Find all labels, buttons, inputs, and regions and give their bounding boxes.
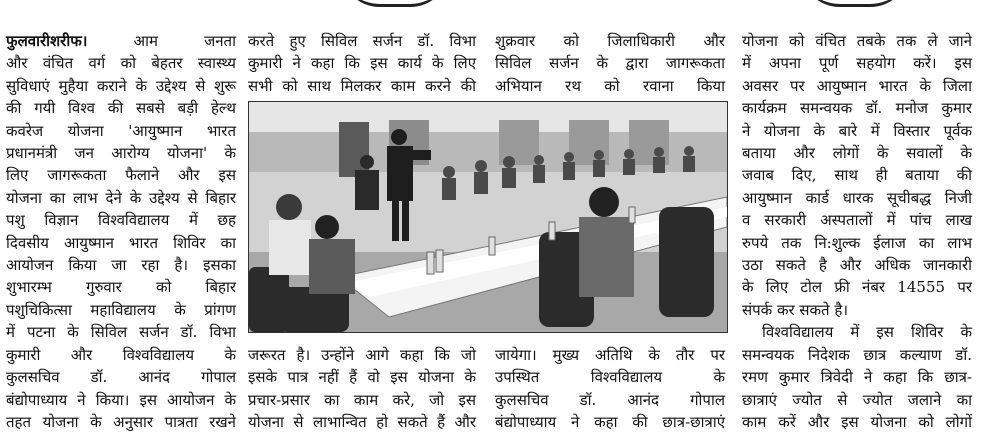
text-line: तहत योजना के अनुसार पात्रता रखने bbox=[6, 412, 236, 431]
text-line: सुविधाएं मुहैया कराने के उद्देश्य से शुरू bbox=[6, 76, 236, 95]
text-line: शुभारम्भ गुरुवार को बिहार bbox=[6, 278, 236, 297]
text-line: योजना का लाभ देने के उद्देश्य से बिहार bbox=[6, 188, 236, 207]
text-line: कुमारी ने कहा कि इस कार्य के लिए bbox=[248, 54, 476, 73]
text-line: बताया और लोगों के सवालों के bbox=[742, 144, 972, 163]
text-line: समन्वयक निदेशक छात्र कल्याण डॉ. bbox=[742, 345, 972, 364]
text-line: कुमारी और विश्वविद्यालय के bbox=[6, 345, 236, 364]
text-line: संपर्क कर सकते है। bbox=[742, 300, 848, 319]
meeting-photo bbox=[248, 101, 728, 333]
text-line: अभियान रथ को रवाना किया bbox=[495, 76, 725, 95]
text-line: रुपये तक नि:शुल्क ईलाज का लाभ bbox=[742, 233, 972, 252]
text-line: कुलसचिव डॉ. आनंद गोपाल bbox=[495, 390, 725, 409]
text-line: जरूरत है। उन्होंने आगे कहा कि जो bbox=[248, 346, 476, 364]
text-line: कुलसचिव डॉ. आनंद गोपाल bbox=[6, 368, 236, 387]
text-line: शुक्रवार को जिलाधिकारी और bbox=[495, 32, 725, 50]
text-line: आयोजन किया जा रहा है। इसका bbox=[6, 256, 236, 275]
text-line: ने योजना के बारे में विस्तार पूर्वक bbox=[742, 121, 972, 140]
text-line: जायेगा। मुख्य अतिथि के तौर पर bbox=[495, 346, 725, 364]
text-line: की गयी विश्व की सबसे बड़ी हेल्थ bbox=[6, 99, 236, 118]
text-line: पशुचिकित्सा महाविद्यालय के प्रांगण bbox=[6, 300, 236, 319]
text-line: इसके पात्र नहीं हैं वो इस योजना के bbox=[248, 368, 476, 387]
text-line: उपस्थित विश्वविद्यालय के bbox=[495, 368, 725, 387]
text-line: काम करें और इस योजना को लोगों bbox=[742, 412, 972, 431]
text-line: में पटना के सिविल सर्जन डॉ. विभा bbox=[6, 323, 236, 342]
article-column-4 bbox=[742, 30, 972, 433]
text-line: में अपना पूर्ण सहयोग करें। इस bbox=[742, 54, 972, 73]
article-column-2-bottom bbox=[248, 344, 476, 434]
article-column-2-top bbox=[248, 30, 476, 97]
text-line: बंद्योपाध्याय ने किया। इस आयोजन के bbox=[6, 390, 236, 409]
text-line: जवाब दिए, साथ ही बताया की bbox=[742, 166, 972, 185]
text-line: उठा सकते है और अधिक जानकारी bbox=[742, 256, 972, 275]
text-line: और वंचित वर्ग को बेहतर स्वास्थ्य bbox=[6, 54, 236, 73]
text-line: लिए जागरूकता फैलाने और इस bbox=[6, 166, 236, 185]
text-line: कवरेज योजना 'आयुष्मान भारत bbox=[6, 121, 236, 140]
text-line: कार्यक्रम समन्वयक डॉ. मनोज कुमार bbox=[742, 99, 972, 118]
text-line: रमण कुमार त्रिवेदी ने कहा कि छात्र- bbox=[742, 368, 972, 387]
header-arc-left bbox=[340, 0, 450, 7]
text-line: योजना को वंचित तबके तक ले जाने bbox=[742, 32, 972, 50]
text-line: आयुष्मान कार्ड धारक सूचीबद्ध निजी bbox=[742, 188, 972, 207]
article-column-3-top bbox=[495, 30, 725, 97]
text-line: दिवसीय आयुष्मान भारत शिविर का bbox=[6, 233, 236, 252]
text-line: सिविल सर्जन के द्वारा जागरूकता bbox=[495, 54, 725, 73]
text-line: प्रचार-प्रसार का काम करे, जो इस bbox=[248, 390, 476, 409]
dateline: फुलवारीशरीफ। bbox=[6, 32, 88, 50]
text-line: बंद्योपाध्याय ने कहा की छात्र-छात्राएं bbox=[495, 413, 725, 432]
text-line: पशु विज्ञान विश्वविद्यालय में छह bbox=[6, 211, 236, 230]
header-arc-right bbox=[800, 0, 910, 7]
text-line: सभी को साथ मिलकर काम करने की bbox=[248, 76, 476, 95]
article-column-3-bottom bbox=[495, 344, 725, 434]
text-line: योजना से लाभान्वित हो सकते हैं और bbox=[248, 413, 476, 432]
text-line: विश्वविद्यालय में इस शिविर के bbox=[762, 323, 972, 342]
text-line: छात्राएं ज्योत से ज्योत जलाने का bbox=[742, 390, 972, 409]
article-column-1 bbox=[6, 30, 236, 433]
text-line: प्रधानमंत्री जन आरोग्य योजना' के bbox=[6, 144, 236, 163]
text-line: व सरकारी अस्पतालों में पांच लाख bbox=[742, 211, 972, 230]
text-line: आम जनता bbox=[87, 32, 236, 50]
meeting-photo-icon bbox=[249, 102, 727, 332]
text-line: के लिए टोल फ्री नंबर 14555 पर bbox=[742, 278, 972, 297]
text-line: अवसर पर आयुष्मान भारत के जिला bbox=[742, 76, 972, 95]
text-line: करते हुए सिविल सर्जन डॉ. विभा bbox=[248, 32, 476, 50]
